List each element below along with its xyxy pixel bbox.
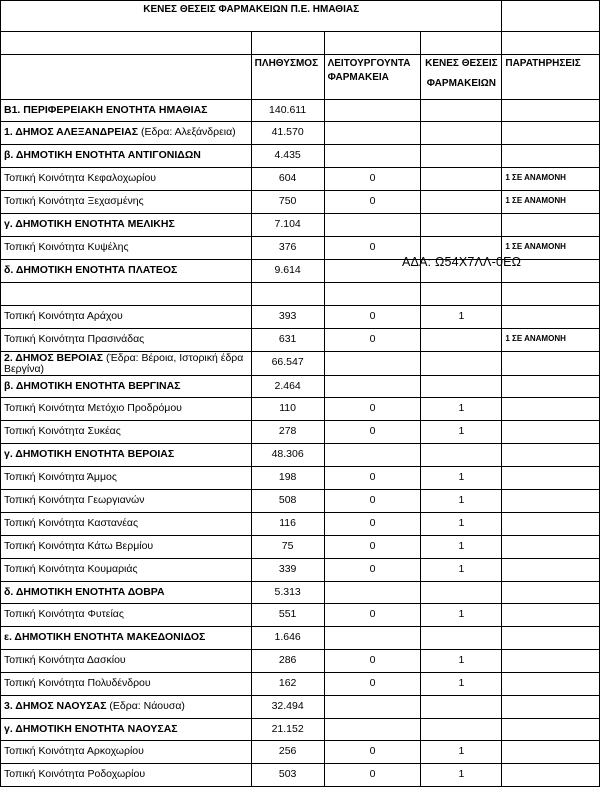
- header-row: [1, 55, 600, 100]
- table-row: [1, 604, 600, 627]
- operating-pharmacies-cell: [324, 100, 421, 122]
- vacant-positions-cell: [421, 145, 502, 168]
- remarks-cell: [502, 283, 600, 306]
- operating-pharmacies-cell: 0: [324, 306, 421, 329]
- area-name-text: Τοπική Κοινότητα Καστανέας: [4, 517, 139, 529]
- operating-pharmacies-cell: [324, 283, 421, 306]
- table-row: [1, 719, 600, 741]
- remarks-cell: [502, 673, 600, 696]
- area-name-bold: 2. ΔΗΜΟΣ ΒΕΡΟΙΑΣ: [4, 352, 104, 364]
- area-name-cell: [1, 306, 252, 329]
- table-row: [1, 536, 600, 559]
- population-cell: 278: [251, 421, 324, 444]
- table-row: [1, 100, 600, 122]
- operating-pharmacies-cell: [324, 582, 421, 604]
- area-name-text: Τοπική Κοινότητα Αρκοχωρίου: [4, 745, 144, 757]
- remarks-cell: [502, 696, 600, 719]
- area-name-bold: γ. ΔΗΜΟΤΙΚΗ ΕΝΟΤΗΤΑ ΒΕΡΟΙΑΣ: [4, 448, 175, 460]
- area-name-text: Τοπική Κοινότητα Πρασινάδας: [4, 333, 145, 345]
- vacant-positions-cell: 1: [421, 650, 502, 673]
- population-cell: 21.152: [251, 719, 324, 741]
- population-cell: 604: [251, 168, 324, 191]
- vacant-positions-cell: [421, 376, 502, 398]
- population-cell: 7.104: [251, 214, 324, 237]
- area-name-cell: [1, 513, 252, 536]
- operating-pharmacies-cell: 0: [324, 168, 421, 191]
- area-name-text: Τοπική Κοινότητα Συκέας: [4, 425, 121, 437]
- ada-watermark: ΑΔΑ: Ω54Χ7ΛΛ-0ΕΩ: [402, 255, 522, 269]
- table-row: [1, 444, 600, 467]
- header-population: ΠΛΗΘΥΣΜΟΣ: [251, 55, 324, 100]
- table-row: [1, 696, 600, 719]
- table-row: [1, 421, 600, 444]
- vacant-positions-cell: [421, 627, 502, 650]
- population-cell: 5.313: [251, 582, 324, 604]
- operating-pharmacies-cell: 0: [324, 398, 421, 421]
- population-cell: 286: [251, 650, 324, 673]
- area-name-cell: [1, 329, 252, 352]
- area-name-cell: [1, 741, 252, 764]
- remarks-cell: 1 ΣΕ ΑΝΑΜΟΝΗ: [502, 168, 600, 191]
- area-name-cell: [1, 582, 252, 604]
- area-name-bold: β. ΔΗΜΟΤΙΚΗ ΕΝΟΤΗΤΑ ΑΝΤΙΓΟΝΙΔΩΝ: [4, 149, 201, 161]
- area-name-cell: [1, 398, 252, 421]
- area-name-cell: [1, 376, 252, 398]
- vacant-positions-cell: [421, 696, 502, 719]
- area-name-cell: [1, 764, 252, 787]
- operating-pharmacies-cell: [324, 122, 421, 145]
- remarks-cell: [502, 214, 600, 237]
- area-name-text: Τοπική Κοινότητα Άμμος: [4, 471, 117, 483]
- operating-pharmacies-cell: 0: [324, 191, 421, 214]
- remarks-cell: [502, 398, 600, 421]
- vacant-positions-cell: [421, 214, 502, 237]
- remarks-cell: [502, 650, 600, 673]
- population-cell: 116: [251, 513, 324, 536]
- operating-pharmacies-cell: 0: [324, 490, 421, 513]
- area-name-text: Τοπική Κοινότητα Κουμαριάς: [4, 563, 138, 575]
- population-cell: 32.494: [251, 696, 324, 719]
- table-row: [1, 490, 600, 513]
- table-row: [1, 145, 600, 168]
- area-name-cell: [1, 467, 252, 490]
- population-cell: 75: [251, 536, 324, 559]
- population-cell: 66.547: [251, 352, 324, 376]
- table-row: [1, 764, 600, 787]
- area-name-cell: [1, 352, 252, 376]
- table-title: ΚΕΝΕΣ ΘΕΣΕΙΣ ΦΑΡΜΑΚΕΙΩΝ Π.Ε. ΗΜΑΘΙΑΣ: [1, 1, 502, 32]
- operating-pharmacies-cell: [324, 444, 421, 467]
- operating-pharmacies-cell: 0: [324, 513, 421, 536]
- table-row: [1, 582, 600, 604]
- header-operating: [324, 55, 421, 100]
- area-name-text: Τοπική Κοινότητα Ροδοχωρίου: [4, 768, 146, 780]
- remarks-cell: 1 ΣΕ ΑΝΑΜΟΝΗ: [502, 237, 600, 260]
- operating-pharmacies-cell: [324, 376, 421, 398]
- area-name-cell: [1, 168, 252, 191]
- vacant-positions-cell: 1: [421, 306, 502, 329]
- area-name-cell: [1, 696, 252, 719]
- population-cell: 508: [251, 490, 324, 513]
- area-name-bold: Β1. ΠΕΡΙΦΕΡΕΙΑΚΗ ΕΝΟΤΗΤΑ ΗΜΑΘΙΑΣ: [4, 104, 208, 116]
- operating-pharmacies-cell: 0: [324, 673, 421, 696]
- population-cell: 110: [251, 398, 324, 421]
- area-name-text: (Έδρα: Βέροια, Ιστορική έδρα Βεργίνα): [4, 352, 244, 375]
- operating-pharmacies-cell: 0: [324, 650, 421, 673]
- vacant-positions-cell: 1: [421, 536, 502, 559]
- remarks-cell: [502, 741, 600, 764]
- area-name-cell: [1, 260, 252, 283]
- vacant-positions-cell: [421, 444, 502, 467]
- operating-pharmacies-cell: 0: [324, 741, 421, 764]
- area-name-cell: [1, 490, 252, 513]
- title-row: [1, 1, 600, 32]
- operating-pharmacies-cell: [324, 696, 421, 719]
- area-name-bold: δ. ΔΗΜΟΤΙΚΗ ΕΝΟΤΗΤΑ ΔΟΒΡΑ: [4, 586, 165, 598]
- table-row: [1, 513, 600, 536]
- area-name-cell: [1, 536, 252, 559]
- remarks-cell: [502, 122, 600, 145]
- area-name-text: Τοπική Κοινότητα Κάτω Βερμίου: [4, 540, 154, 552]
- area-name-bold: γ. ΔΗΜΟΤΙΚΗ ΕΝΟΤΗΤΑ ΜΕΛΙΚΗΣ: [4, 218, 175, 230]
- vacant-positions-cell: 1: [421, 673, 502, 696]
- operating-pharmacies-cell: 0: [324, 559, 421, 582]
- area-name-text: Τοπική Κοινότητα Γεωργιανών: [4, 494, 145, 506]
- area-name-bold: γ. ΔΗΜΟΤΙΚΗ ΕΝΟΤΗΤΑ ΝΑΟΥΣΑΣ: [4, 723, 178, 735]
- area-name-cell: [1, 283, 252, 306]
- population-cell: 140.611: [251, 100, 324, 122]
- population-cell: 1.646: [251, 627, 324, 650]
- vacant-positions-cell: [421, 582, 502, 604]
- operating-pharmacies-cell: [324, 214, 421, 237]
- area-name-text: Τοπική Κοινότητα Ξεχασμένης: [4, 195, 144, 207]
- operating-pharmacies-cell: 0: [324, 467, 421, 490]
- population-cell: 339: [251, 559, 324, 582]
- table-row: [1, 191, 600, 214]
- area-name-text: Τοπική Κοινότητα Φυτείας: [4, 608, 124, 620]
- operating-pharmacies-cell: [324, 145, 421, 168]
- vacant-positions-cell: [421, 168, 502, 191]
- population-cell: 256: [251, 741, 324, 764]
- table-row: [1, 741, 600, 764]
- area-name-bold: 1. ΔΗΜΟΣ ΑΛΕΞΑΝΔΡΕΙΑΣ: [4, 126, 139, 138]
- operating-pharmacies-cell: 0: [324, 329, 421, 352]
- table-row: [1, 168, 600, 191]
- area-name-cell: [1, 100, 252, 122]
- remarks-cell: [502, 536, 600, 559]
- remarks-cell: [502, 559, 600, 582]
- operating-pharmacies-cell: [324, 719, 421, 741]
- vacant-positions-cell: [421, 283, 502, 306]
- header-operating-line1: ΛΕΙΤΟΥΡΓΟΥΝΤΑ: [327, 58, 411, 69]
- population-cell: 750: [251, 191, 324, 214]
- population-cell: 198: [251, 467, 324, 490]
- table-row: [1, 376, 600, 398]
- area-name-cell: [1, 444, 252, 467]
- header-remarks: ΠΑΡΑΤΗΡΗΣΕΙΣ: [502, 55, 600, 100]
- operating-pharmacies-cell: 0: [324, 237, 421, 260]
- remarks-cell: [502, 764, 600, 787]
- table-row: [1, 398, 600, 421]
- vacant-positions-cell: [421, 100, 502, 122]
- remarks-cell: [502, 582, 600, 604]
- area-name-cell: [1, 214, 252, 237]
- area-name-text: Τοπική Κοινότητα Πολυδένδρου: [4, 677, 151, 689]
- population-cell: 48.306: [251, 444, 324, 467]
- area-name-cell: [1, 559, 252, 582]
- area-name-text: Τοπική Κοινότητα Δασκίου: [4, 654, 126, 666]
- area-name-cell: [1, 673, 252, 696]
- population-cell: 551: [251, 604, 324, 627]
- vacant-positions-cell: [421, 122, 502, 145]
- table-row: [1, 122, 600, 145]
- vacant-positions-cell: 1: [421, 513, 502, 536]
- population-cell: 2.464: [251, 376, 324, 398]
- area-name-text: Τοπική Κοινότητα Κυψέλης: [4, 241, 129, 253]
- header-name-cell: [1, 55, 252, 100]
- operating-pharmacies-cell: 0: [324, 604, 421, 627]
- population-cell: 503: [251, 764, 324, 787]
- population-cell: 9.614: [251, 260, 324, 283]
- remarks-cell: [502, 627, 600, 650]
- remarks-cell: [502, 719, 600, 741]
- vacant-positions-cell: 1: [421, 764, 502, 787]
- remarks-cell: [502, 444, 600, 467]
- population-cell: 162: [251, 673, 324, 696]
- population-cell: 393: [251, 306, 324, 329]
- area-name-cell: [1, 145, 252, 168]
- header-vacant-line2: ΦΑΡΜΑΚΕΙΩΝ: [426, 78, 497, 89]
- remarks-cell: [502, 376, 600, 398]
- remarks-cell: [502, 490, 600, 513]
- population-cell: 4.435: [251, 145, 324, 168]
- operating-pharmacies-cell: [324, 627, 421, 650]
- area-name-cell: [1, 719, 252, 741]
- area-name-cell: [1, 604, 252, 627]
- area-name-cell: [1, 237, 252, 260]
- remarks-cell: [502, 513, 600, 536]
- vacant-positions-cell: [421, 329, 502, 352]
- table-row: [1, 214, 600, 237]
- area-name-text: Τοπική Κοινότητα Κεφαλοχωρίου: [4, 172, 157, 184]
- remarks-cell: [502, 306, 600, 329]
- spacer-row: [1, 32, 600, 55]
- area-name-cell: [1, 421, 252, 444]
- vacant-positions-cell: 1: [421, 741, 502, 764]
- table-row: [1, 329, 600, 352]
- area-name-text: Τοπική Κοινότητα Μετόχιο Προδρόμου: [4, 402, 182, 414]
- vacant-positions-cell: 1: [421, 398, 502, 421]
- area-name-text: Τοπική Κοινότητα Αράχου: [4, 310, 123, 322]
- vacant-positions-cell: [421, 719, 502, 741]
- title-row-empty-cell: [502, 1, 600, 32]
- area-name-bold: β. ΔΗΜΟΤΙΚΗ ΕΝΟΤΗΤΑ ΒΕΡΓΙΝΑΣ: [4, 380, 181, 392]
- vacant-positions-cell: 1: [421, 559, 502, 582]
- population-cell: [251, 283, 324, 306]
- operating-pharmacies-cell: [324, 352, 421, 376]
- remarks-cell: 1 ΣΕ ΑΝΑΜΟΝΗ: [502, 329, 600, 352]
- remarks-cell: 1 ΣΕ ΑΝΑΜΟΝΗ: [502, 191, 600, 214]
- remarks-cell: [502, 100, 600, 122]
- vacant-positions-cell: 1: [421, 467, 502, 490]
- remarks-cell: [502, 604, 600, 627]
- operating-pharmacies-cell: 0: [324, 764, 421, 787]
- table-row: [1, 306, 600, 329]
- vacant-positions-cell: 1: [421, 490, 502, 513]
- area-name-cell: [1, 650, 252, 673]
- table-row: [1, 352, 600, 376]
- vacant-positions-cell: 1: [421, 604, 502, 627]
- population-cell: 41.570: [251, 122, 324, 145]
- table-row: [1, 627, 600, 650]
- table-row: [1, 467, 600, 490]
- table-row: [1, 650, 600, 673]
- remarks-cell: [502, 352, 600, 376]
- area-name-text: (Εδρα: Νάουσα): [106, 700, 185, 712]
- area-name-cell: [1, 122, 252, 145]
- area-name-bold: 3. ΔΗΜΟΣ ΝΑΟΥΣΑΣ: [4, 700, 107, 712]
- remarks-cell: [502, 145, 600, 168]
- area-name-cell: [1, 627, 252, 650]
- population-cell: 376: [251, 237, 324, 260]
- population-cell: 631: [251, 329, 324, 352]
- header-vacant: [421, 55, 502, 100]
- header-vacant-line1: ΚΕΝΕΣ ΘΕΣΕΙΣ: [425, 58, 498, 69]
- area-name-text: (Εδρα: Αλεξάνδρεια): [138, 126, 236, 138]
- area-name-bold: ε. ΔΗΜΟΤΙΚΗ ΕΝΟΤΗΤΑ ΜΑΚΕΔΟΝΙΔΟΣ: [4, 631, 206, 643]
- area-name-bold: δ. ΔΗΜΟΤΙΚΗ ΕΝΟΤΗΤΑ ΠΛΑΤΕΟΣ: [4, 264, 178, 276]
- remarks-cell: [502, 467, 600, 490]
- operating-pharmacies-cell: 0: [324, 536, 421, 559]
- header-operating-line2: ΦΑΡΜΑΚΕΙΑ: [327, 72, 389, 83]
- vacant-positions-cell: 1: [421, 421, 502, 444]
- vacant-positions-cell: [421, 191, 502, 214]
- operating-pharmacies-cell: 0: [324, 421, 421, 444]
- remarks-cell: [502, 421, 600, 444]
- vacant-positions-cell: [421, 352, 502, 376]
- table-row: [1, 673, 600, 696]
- area-name-cell: [1, 191, 252, 214]
- table-row: [1, 559, 600, 582]
- table-row: [1, 283, 600, 306]
